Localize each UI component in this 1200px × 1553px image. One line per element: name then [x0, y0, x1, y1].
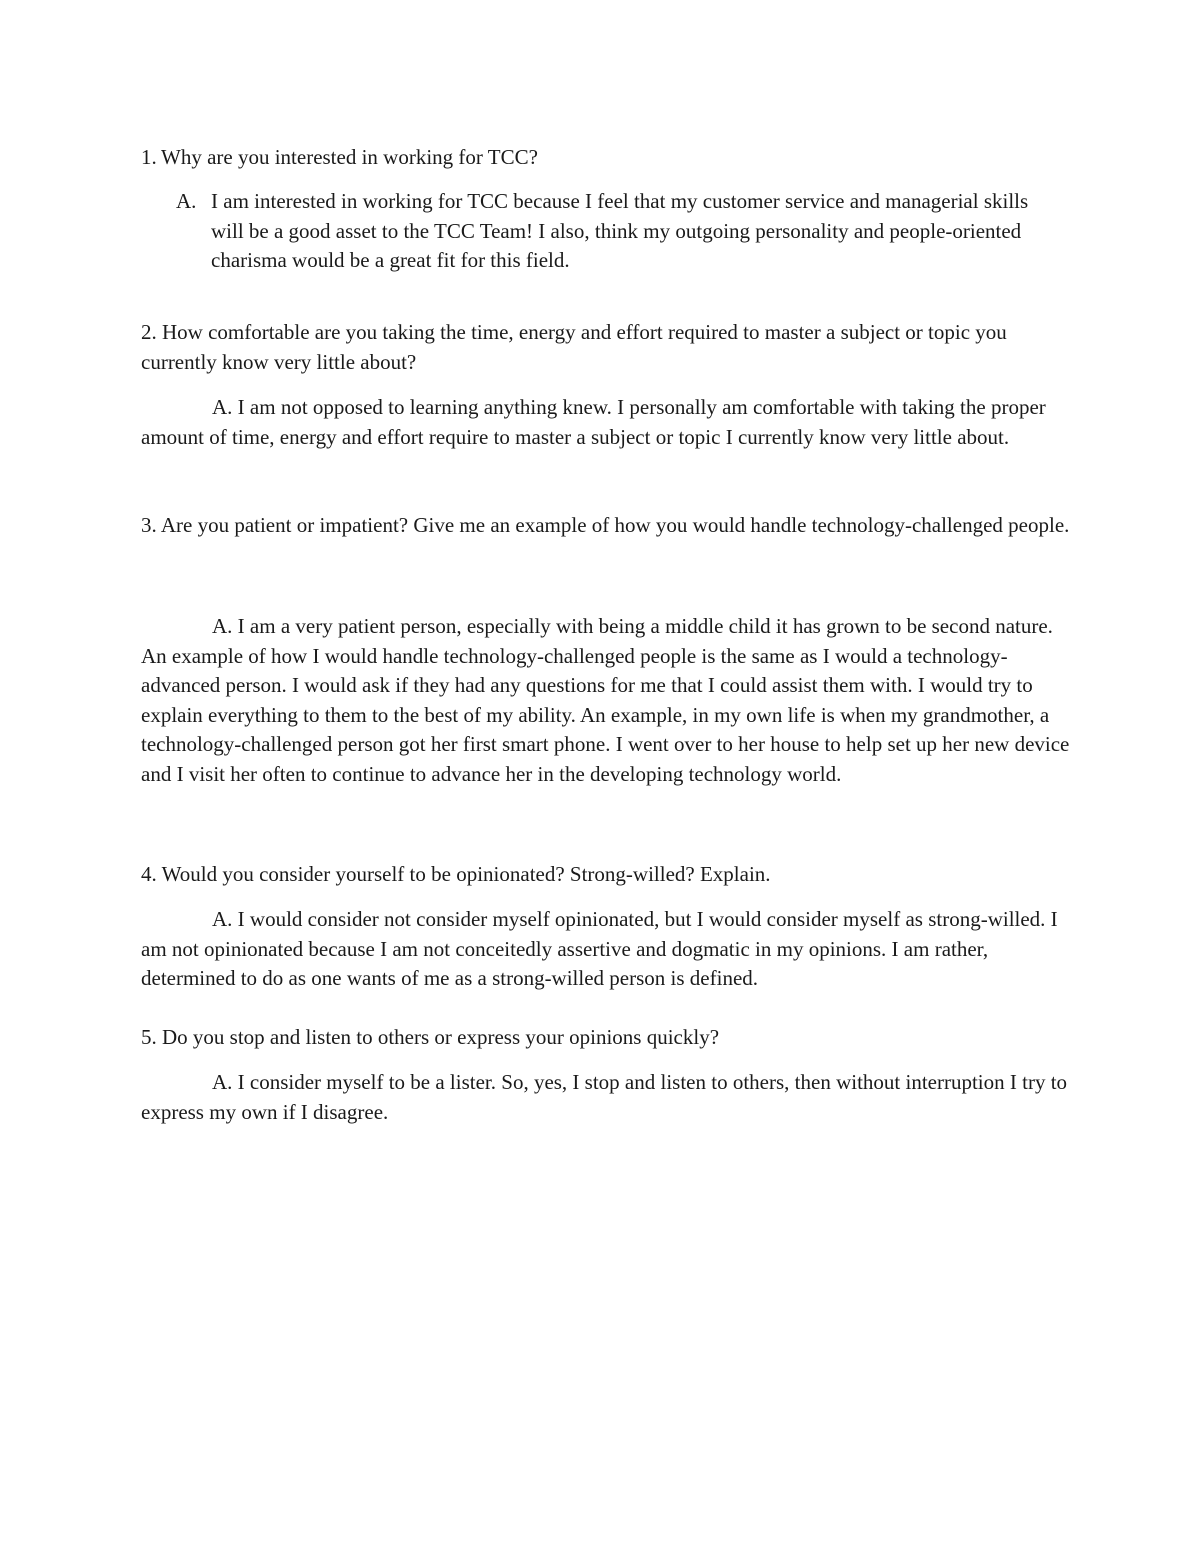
answer-3 [141, 612, 1071, 789]
question-1-number: 1. [141, 145, 157, 169]
question-3: 3. Are you patient or impatient? Give me an example of how you would handle technology-challenged people. [141, 513, 1070, 537]
answer-5 [141, 1068, 1071, 1127]
answer-1-marker: A. [176, 189, 197, 213]
answer-5-text: A. I consider myself to be a lister. So, yes, I stop and listen to others, then without interruption I try to express my own if I disagree. [141, 1070, 1068, 1124]
question-1 [141, 143, 1071, 173]
answer-1 [176, 187, 1036, 276]
answer-4-text: A. I would consider not consider myself opinionated, but I would consider myself as strong-willed. I am not opinionated because I am not conceitedly assertive and dogmatic in my opinions. I am rather, determined to do as one wants of me as a strong-willed person is defined. [141, 907, 1058, 990]
question-5: 5. Do you stop and listen to others or express your opinions quickly? [141, 1025, 720, 1049]
question-1-text: Why are you interested in working for TCC? [161, 145, 538, 169]
answer-3-text: A. I am a very patient person, especially with being a middle child it has grown to be second nature. An example of how I would handle technology-challenged people is the same as I would a technology-advanced person. I would ask if they had any questions for me that I could assist them with. I would try to explain everything to them to the best of my ability. An example, in my own life is when my grandmother, a technology-challenged person got her first smart phone. I went over to her house to help set up her new device and I visit her often to continue to advance her in the developing technology world. [141, 614, 1070, 786]
answer-1-text: I am interested in working for TCC because I feel that my customer service and managerial skills will be a good asset to the TCC Team! I also, think my outgoing personality and people-oriented charisma would be a great fit for this field. [211, 189, 1029, 272]
answer-4 [141, 905, 1071, 994]
answer-2-text: A. I am not opposed to learning anything knew. I personally am comfortable with taking the proper amount of time, energy and effort require to master a subject or topic I currently know very little about. [141, 395, 1046, 449]
question-4: 4. Would you consider yourself to be opinionated? Strong-willed? Explain. [141, 862, 771, 886]
question-2: 2. How comfortable are you taking the time, energy and effort required to master a subject or topic you currently know very little about? [141, 320, 1007, 374]
answer-2 [141, 393, 1071, 452]
